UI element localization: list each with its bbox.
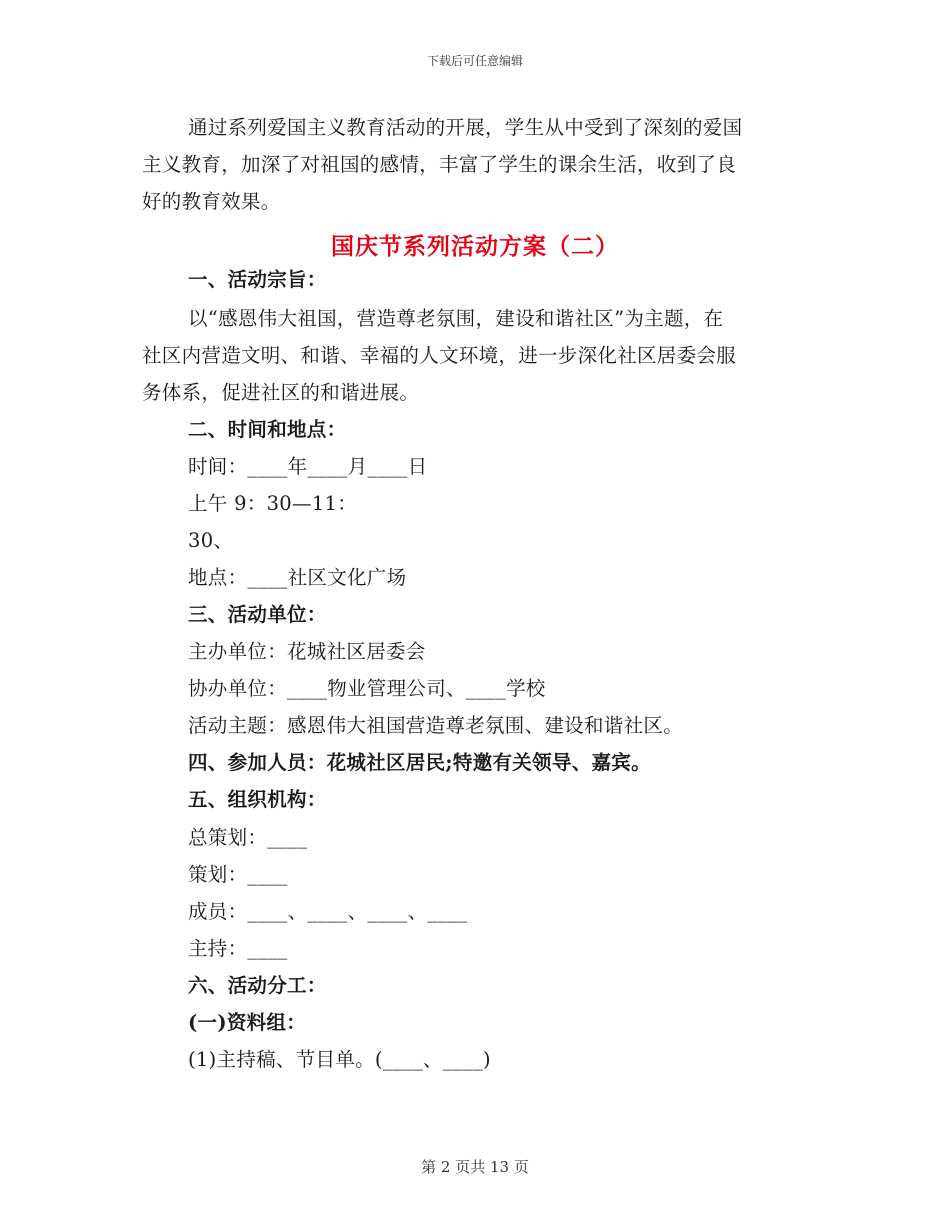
- heading-time-place: 二、时间和地点：: [188, 418, 347, 441]
- page-footer: 第 2 页共 13 页: [421, 1158, 529, 1176]
- intro-line-3: 好的教育效果。: [142, 190, 281, 213]
- purpose-line-2: 社区内营造文明、和谐、幸福的人文环境，进一步深化社区居委会服: [142, 344, 737, 367]
- subheading-materials: (一)资料组：: [188, 1011, 307, 1034]
- intro-line-2: 主义教育，加深了对祖国的感情，丰富了学生的课余生活，收到了良: [142, 153, 737, 176]
- chief-planner-line: 总策划：____: [188, 826, 308, 849]
- hours-line-2: 30、: [188, 529, 234, 552]
- members-line: 成员：____、____、____、____: [188, 900, 468, 923]
- mc-line: 主持：____: [188, 937, 288, 960]
- theme-line: 活动主题：感恩伟大祖国营造尊老氛围、建设和谐社区。: [188, 714, 684, 737]
- page-header: 下载后可任意编辑: [426, 54, 523, 68]
- heading-participants: 四、参加人员：花城社区居民;特邀有关领导、嘉宾。: [188, 751, 651, 774]
- heading-purpose: 一、活动宗旨：: [188, 268, 327, 291]
- hours-line: 上午 9：30—11：: [188, 492, 358, 515]
- heading-units: 三、活动单位：: [188, 603, 327, 626]
- planner-line: 策划：____: [188, 863, 288, 886]
- materials-item-1: (1)主持稿、节目单。(____、____): [188, 1048, 491, 1071]
- section-title: 国庆节系列活动方案（二）: [331, 233, 619, 260]
- heading-organization: 五、组织机构：: [188, 788, 327, 811]
- intro-line-1: 通过系列爱国主义教育活动的开展，学生从中受到了深刻的爱国: [188, 116, 743, 139]
- co-unit-line: 协办单位：____物业管理公司、____学校: [188, 677, 546, 700]
- place-line: 地点：____社区文化广场: [188, 566, 407, 589]
- purpose-line-1: 以“感恩伟大祖国，营造尊老氛围，建设和谐社区”为主题，在: [188, 307, 724, 330]
- heading-division: 六、活动分工：: [188, 974, 327, 997]
- time-line: 时间：____年____月____日: [188, 455, 428, 478]
- purpose-line-3: 务体系，促进社区的和谐进展。: [142, 381, 420, 404]
- host-unit-line: 主办单位：花城社区居委会: [188, 640, 426, 663]
